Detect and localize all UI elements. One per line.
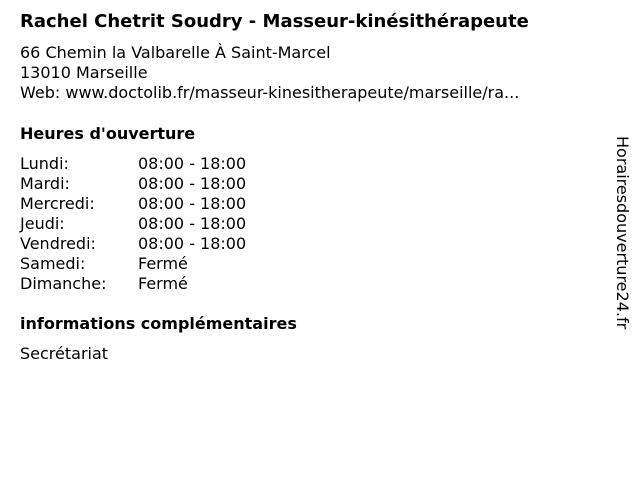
website-link[interactable]: Web: www.doctolib.fr/masseur-kinesitherapeute/marseille/ra...	[20, 83, 520, 102]
day-hours: Fermé	[138, 274, 188, 293]
day-label: Dimanche:	[20, 274, 107, 293]
day-label: Jeudi:	[20, 214, 65, 233]
additional-info-text: Secrétariat	[20, 344, 109, 363]
day-label: Mardi:	[20, 174, 70, 193]
day-hours: 08:00 - 18:00	[138, 154, 247, 173]
day-hours: Fermé	[138, 254, 188, 273]
address-street: 66 Chemin la Valbarelle À Saint-Marcel	[20, 43, 331, 62]
day-hours: 08:00 - 18:00	[138, 234, 247, 253]
day-label: Samedi:	[20, 254, 86, 273]
address-city: 13010 Marseille	[20, 63, 148, 82]
additional-info-heading: informations complémentaires	[20, 314, 297, 333]
address-block	[20, 43, 519, 103]
day-label: Lundi:	[20, 154, 69, 173]
day-hours: 08:00 - 18:00	[138, 214, 247, 233]
day-hours: 08:00 - 18:00	[138, 174, 247, 193]
day-label: Vendredi:	[20, 234, 96, 253]
opening-hours-heading: Heures d'ouverture	[20, 124, 196, 143]
day-label: Mercredi:	[20, 194, 95, 213]
business-title: Rachel Chetrit Soudry - Masseur-kinésithérapeute	[20, 11, 529, 32]
brand-watermark	[612, 136, 632, 344]
brand-side-text: Horairesdouverture24.fr	[613, 136, 632, 330]
day-hours: 08:00 - 18:00	[138, 194, 247, 213]
